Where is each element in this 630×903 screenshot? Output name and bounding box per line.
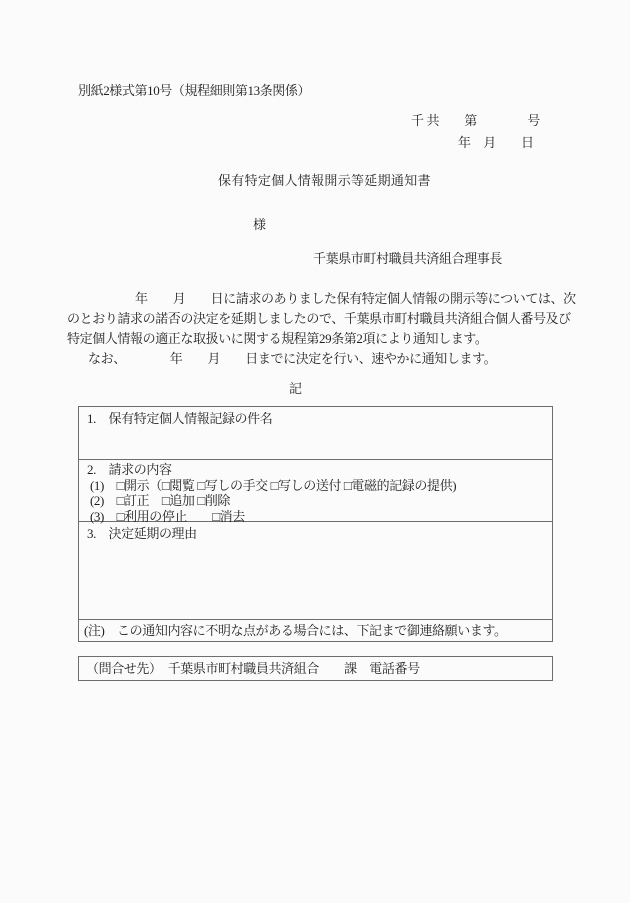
addressee-honorific: 様 — [253, 217, 266, 232]
request-item-1-options — [104, 478, 117, 493]
issuer-name: 千葉県市町村職員共済組合理事長 — [313, 251, 503, 266]
request-item-2-num: (2) — [90, 493, 104, 508]
request-item-2 — [79, 493, 552, 509]
request-item-2-gap — [104, 493, 117, 508]
row-delay-reason — [79, 521, 552, 619]
form-label: 別紙2様式第10号（規程細則第13条関係） — [78, 83, 311, 98]
record-name-label: 1. 保有特定個人情報記録の件名 — [87, 411, 273, 426]
body-line-4: なお、 年 月 日までに決定を行い、速やかに通知します。 — [88, 351, 497, 366]
request-item-1-text: □開示（□閲覧 □写しの手交 □写しの送付 □電磁的記録の提供) — [116, 477, 457, 493]
request-item-2-text: □訂正 □追加 □削除 — [116, 493, 230, 508]
row-record-name — [79, 407, 552, 459]
body-line-3: 特定個人情報の適正な取扱いに関する規程第29条第2項により通知します。 — [67, 331, 488, 346]
body-line-2: のとおり請求の諾否の決定を延期しましたので、千葉県市町村職員共済組合個人番号及び — [67, 311, 571, 326]
request-item-1-num: (1) — [90, 477, 104, 493]
reference-number: 千 共 第 号 — [411, 113, 540, 128]
row-note — [79, 619, 552, 641]
request-item-3-gap — [104, 509, 117, 524]
contact-text: （問合せ先） 千葉県市町村職員共済組合 課 電話番号 — [86, 661, 420, 676]
request-content-label: 2. 請求の内容 — [87, 462, 172, 477]
note-text: (注) この通知内容に不明な点がある場合には、下記まで御連絡願います。 — [84, 623, 507, 638]
delay-reason-label: 3. 決定延期の理由 — [87, 526, 197, 541]
issue-date: 年 月 日 — [458, 135, 534, 150]
request-item-3-num: (3) — [90, 508, 104, 524]
document-title: 保有特定個人情報開示等延期通知書 — [218, 173, 431, 188]
contact-box — [78, 656, 553, 681]
record-marker: 記 — [289, 381, 302, 396]
request-item-1 — [79, 478, 552, 494]
details-table — [78, 406, 553, 642]
body-line-1: 年 月 日に請求のありました保有特定個人情報の開示等については、次 — [135, 291, 576, 306]
request-item-3-text: □利用の停止 □消去 — [116, 508, 245, 524]
row-request-content — [79, 459, 552, 524]
